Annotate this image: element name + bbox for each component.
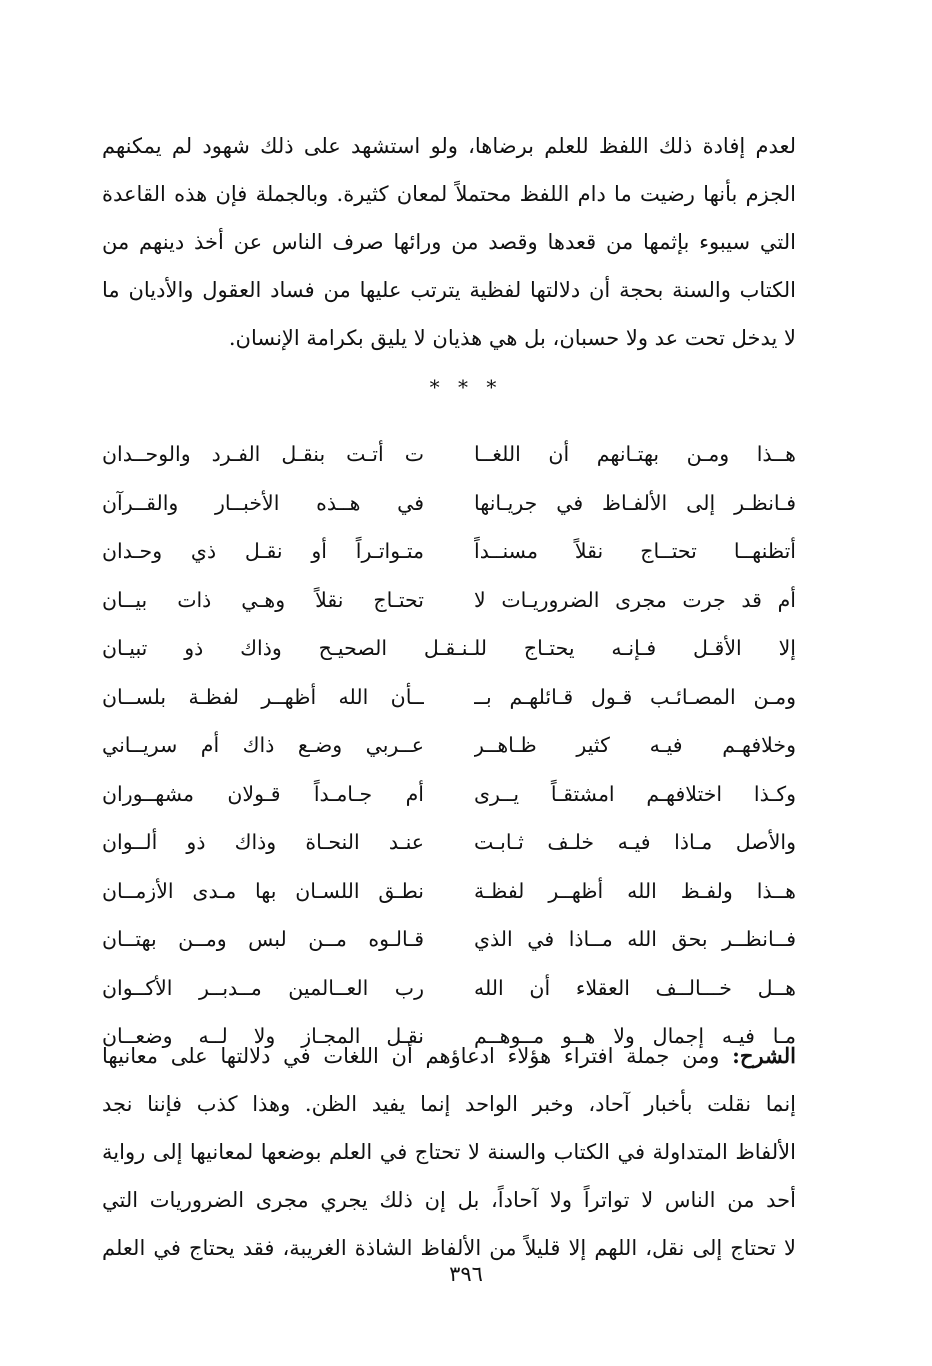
commentary-line: الألفاظ المتداولة في الكتاب والسنة لا تحتاج في العلم بوضعها لمعانيها إلى رواية [102, 1140, 796, 1164]
verse-second-hemistich: ت أتـت بنقـل الفـرد والوحــدان [102, 442, 424, 466]
verse-second-hemistich: نطـق اللسـان بها مـدى الأزمــان [102, 878, 424, 903]
paragraph-line: التي سيبوء بإثمها من قعدها وقصد من ورائها صرف الناس عن أخذ دينهم من [102, 230, 796, 254]
section-separator: * * * [429, 375, 503, 399]
poem-verse [102, 818, 796, 867]
verse-second-hemistich: عــربي وضـع ذاك أم سريــاني [102, 733, 424, 757]
verse-first-hemistich: والأصل مـاذا فيـه خلـف ثـابـت [474, 830, 796, 854]
verse-first-hemistich: أتظنهــا تحتــاج نقلاً مسنــداً [474, 539, 796, 563]
poem-verse [102, 430, 796, 479]
verse-first-hemistich: وخلافهـم فيـه كثير ظـاهــر [474, 733, 796, 757]
verse-second-hemistich: رب العــالمين مــدبــر الأكــوان [102, 975, 424, 1000]
verse-first-hemistich: هــذا ولفـظ الله أظهــر لفظـة [474, 878, 796, 903]
paragraph-line: لا يدخل تحت عد ولا حسبان، بل هي هذيان لا يليق بكرامة الإنسان. [228, 326, 796, 350]
poem-verse [102, 576, 796, 625]
verse-second-hemistich: ــأن الله أظهــر لفظـة بلســان [102, 684, 424, 709]
poem [102, 430, 796, 1061]
verse-first-hemistich: فـانظـر إلى الألفـاظ في جريـانها [474, 490, 796, 515]
verse-first-hemistich: أم قد جرت مجرى الضروريـات لا [474, 587, 796, 612]
verse-first-hemistich: هــذا ومـن بهتـانهم أن اللغــا [474, 442, 796, 466]
verse-joined-line: إلا الأقـل فـإنـه يحتـاج للـنـقـل الصحيـح وذاك ذو تبيـان [102, 636, 796, 660]
verse-second-hemistich: متـواتـراً أو نقـل ذي وحـدان [102, 539, 424, 563]
verse-first-hemistich: مـا فيـه إجمال ولا هــو مــوهــم [474, 1024, 796, 1048]
commentary-line: أحد من الناس لا تواتراً ولا آحاداً، بل إن ذلك يجري مجرى الضروريات التي [102, 1188, 796, 1212]
commentary-line: لا تحتاج إلى نقل، اللهم إلا قليلاً من الألفاظ الشاذة الغريبة، فقد يحتاج في العلم [102, 1236, 796, 1260]
poem-verse [102, 673, 796, 722]
poem-verse [102, 915, 796, 964]
verse-second-hemistich: نقـل المجـاز ولا لــه وضعــان [102, 1024, 424, 1048]
verse-second-hemistich: عنـد النحـاة وذاك ذو ألــوان [102, 830, 424, 854]
verse-second-hemistich: أم جـامـداً قـولان مشهــوران [102, 781, 424, 806]
verse-second-hemistich: قـالـوه مــن لبس ومــن بهتــان [102, 927, 424, 951]
commentary-paragraph [102, 1032, 796, 1272]
commentary-first-line [102, 1032, 796, 1080]
commentary-line: إنما نقلت بأخبار آحاد، وخبر الواحد إنما يفيد الظن. وهذا كذب فإننا نجد [102, 1092, 796, 1116]
top-paragraph [102, 122, 796, 362]
poem-verse [102, 479, 796, 528]
poem-verse [102, 527, 796, 576]
poem-verse [102, 964, 796, 1013]
paragraph-line: الكتاب والسنة بحجة أن دلالتها لفظية يترتب عليها من فساد العقول والأديان ما [102, 278, 796, 302]
paragraph-line: الجزم بأنها رضيت ما دام اللفظ محتملاً لمعان كثيرة. وبالجملة فإن هذه القاعدة [102, 182, 796, 206]
verse-first-hemistich: وكـذا اختلافهـم امشتقـاً يــرى [474, 781, 796, 806]
verse-second-hemistich: في هــذه الأخبــار والقــرآن [102, 490, 424, 515]
poem-verse [102, 867, 796, 916]
paragraph-line: لعدم إفادة ذلك اللفظ للعلم برضاها، ولو استشهد على ذلك شهود لم يمكنهم [102, 134, 796, 158]
verse-first-hemistich: هــل خـــالــف العقلاء أن الله [474, 975, 796, 1000]
poem-verse [102, 770, 796, 819]
page-number: ٣٩٦ [449, 1262, 483, 1286]
commentary-label: الشرح: [732, 1043, 796, 1068]
commentary-first-line-text: ومن جملة افتراء هؤلاء ادعاؤهم أن اللغات في دلالتها على معانيها [102, 1044, 733, 1068]
poem-verse [102, 624, 796, 673]
verse-first-hemistich: ومـن المصـائـب قـول قـائلهـم بــ [474, 684, 796, 709]
verse-first-hemistich: فــانظــر بحق الله مــاذا في الذي [474, 927, 796, 951]
verse-second-hemistich: تحتـاج نقلاً وهـي ذات بيــان [102, 587, 424, 612]
poem-verse [102, 721, 796, 770]
